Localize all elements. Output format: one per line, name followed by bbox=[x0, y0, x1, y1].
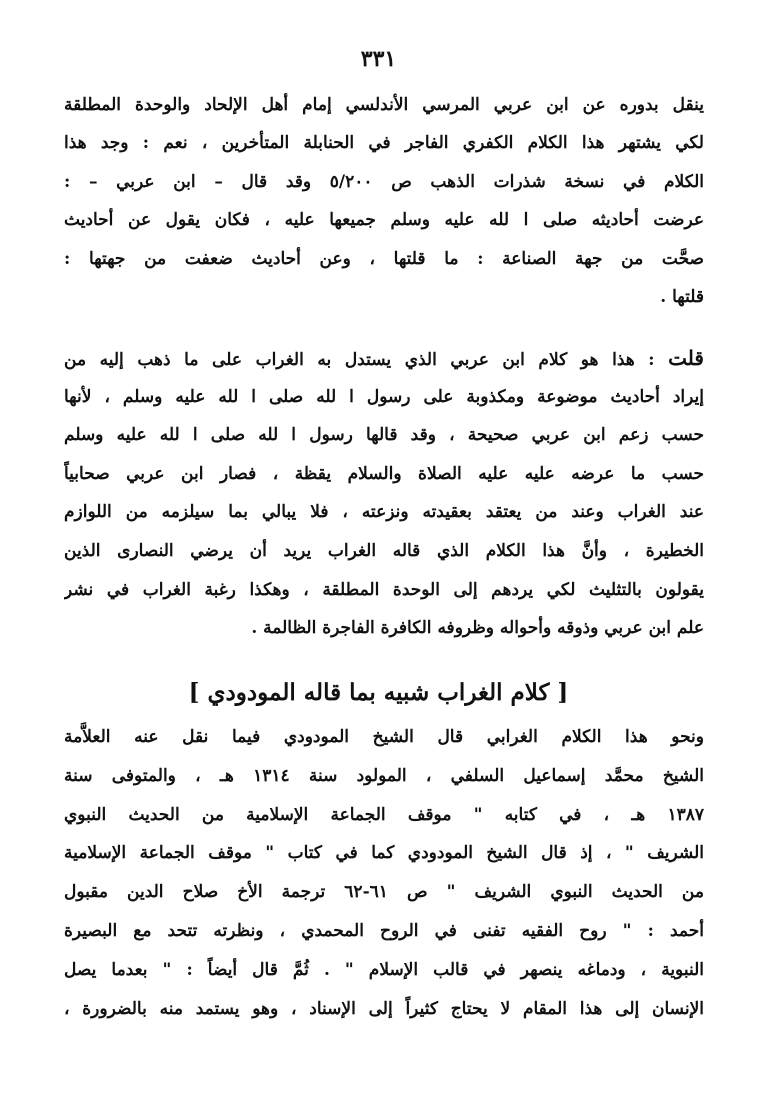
text-line: ١٣٨٧ هـ ، في كتابه " موقف الجماعة الإسلامية من الحديث النبوي bbox=[64, 804, 704, 825]
paragraph-mawdudi bbox=[64, 718, 704, 1028]
text-line: عند الغراب وعند من يعتقد بعقيدته ونزعته ، فلا يبالي بما سيلزمه من اللوازم bbox=[64, 502, 704, 523]
section-heading: [ كلام الغراب شبيه بما قاله المودودي ] bbox=[188, 679, 569, 706]
text-line: النبوية ، ودماغه ينصهر في قالب الإسلام " . ثُمَّ قال أيضاً : " بعدما يصل bbox=[64, 959, 704, 980]
text-line: الشريف " ، إذ قال الشيخ المودودي كما في كتاب " موقف الجماعة الإسلامية bbox=[64, 843, 704, 864]
text-line: صحَّت من جهة الصناعة : ما قلتها ، وعن أحاديث ضعفت من جهتها : bbox=[64, 248, 704, 269]
paragraph-commentary bbox=[64, 339, 704, 648]
text-line: الخطيرة ، وأنَّ هذا الكلام الذي قاله الغراب يريد أن يرضي النصارى الذين bbox=[64, 540, 704, 561]
text-line: حسب زعم ابن عربي صحيحة ، وقد قالها رسول ا لله صلى ا لله عليه وسلم bbox=[64, 425, 704, 446]
text-line: إيراد أحاديث موضوعة ومكذوبة على رسول ا لله صلى ا لله عليه وسلم ، لأنها bbox=[64, 386, 704, 407]
text-line: يقولون بالتثليث لكي يردهم إلى الوحدة المطلقة ، وهكذا رغبة الغراب في نشر bbox=[64, 579, 704, 600]
text-line: الكلام في نسخة شذرات الذهب ص ٥/٢٠٠ وقد قال – ابن عربي – : bbox=[64, 171, 704, 192]
page-number: ٣٣١ bbox=[360, 46, 397, 72]
text-line: الإنسان إلى هذا المقام لا يحتاج كثيراً إلى الإسناد ، وهو يستمد منه بالضرورة ، bbox=[64, 998, 704, 1019]
text-line: حسب ما عرضه عليه عليه الصلاة والسلام يقظة ، فصار ابن عربي صحابياً bbox=[64, 463, 704, 484]
text-line: ونحو هذا الكلام الغرابي قال الشيخ المودودي فيما نقل عنه العلاَّمة bbox=[64, 727, 704, 747]
text-line: أحمد : " روح الفقيه تفنى في الروح المحمدي ، ونظرته تتحد مع البصيرة bbox=[64, 920, 704, 941]
text-line: من الحديث النبوي الشريف " ص ٦١-٦٢ ترجمة الأخ صلاح الدين مقبول bbox=[64, 882, 704, 903]
text-line: الشيخ محمَّد إسماعيل السلفي ، المولود سنة ١٣١٤ هـ ، والمتوفى سنة bbox=[64, 765, 704, 786]
paragraph-ibn-arabi-quote bbox=[64, 86, 704, 316]
lead-word-qult: قلت bbox=[668, 346, 704, 370]
text-line: عرضت أحاديثه صلى ا لله عليه وسلم جميعها عليه ، فكان يقول عن أحاديث bbox=[64, 210, 704, 231]
text-line-rest: : هذا هو كلام ابن عربي الذي يستدل به الغراب على ما ذهب إليه من bbox=[64, 350, 669, 370]
text-line: قلتها . bbox=[660, 286, 704, 307]
text-line-with-lead bbox=[64, 339, 704, 378]
text-line: علم ابن عربي وذوقه وأحواله وظروفه الكافرة الفاجرة الظالمة . bbox=[251, 618, 704, 639]
text-line: ينقل بدوره عن ابن عربي المرسي الأندلسي إمام أهل الإلحاد والوحدة المطلقة bbox=[64, 95, 704, 115]
text-line: لكي يشتهر هذا الكلام الكفري الفاجر في الحنابلة المتأخرين ، نعم : وجد هذا bbox=[64, 133, 704, 154]
